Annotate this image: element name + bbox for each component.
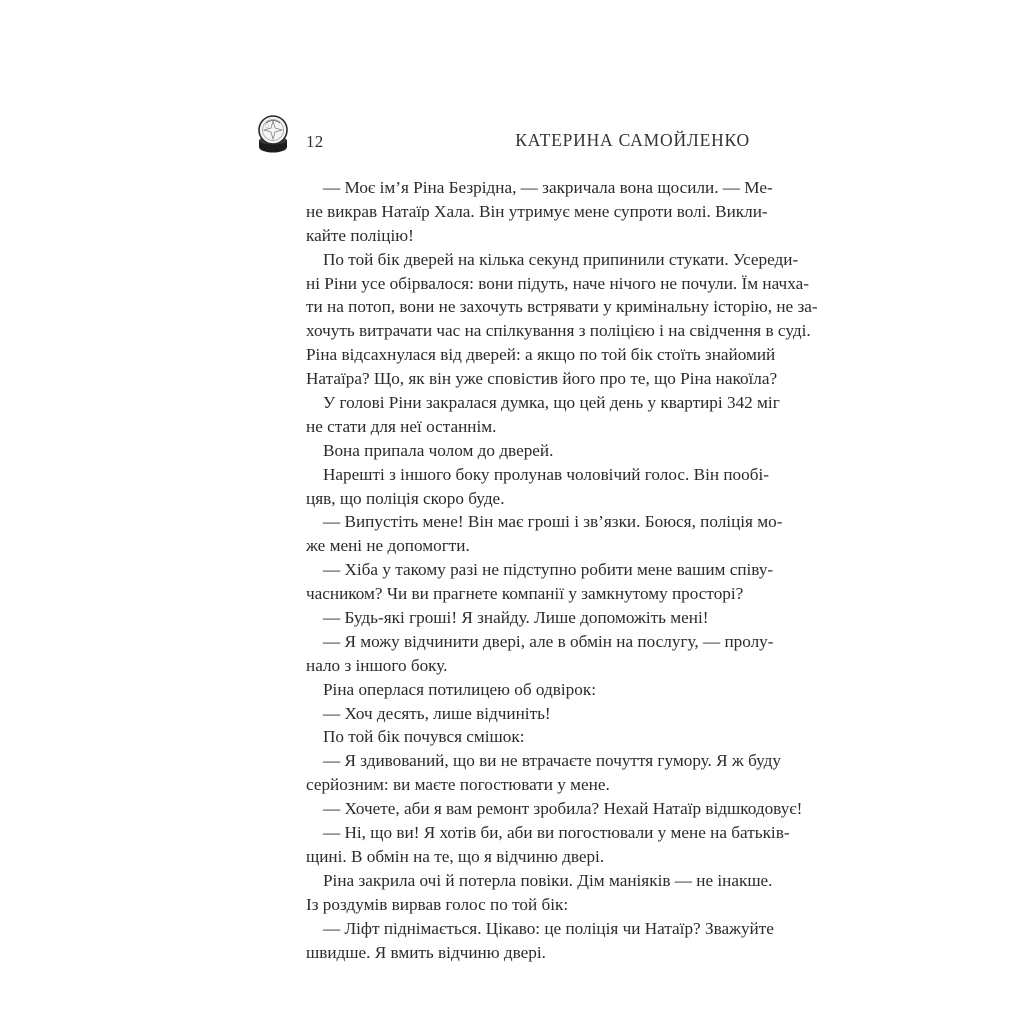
text-line: Нарешті з іншого боку пролунав чоловічий голос. Він пообі- [323, 464, 769, 484]
text-line: Ріна оперлася потилицею об одвірок: [323, 679, 596, 699]
text-line: — Випустіть мене! Він має гроші і зв’язки. Боюся, поліція мо- [323, 512, 783, 532]
running-head-author: КАТЕРИНА САМОЙЛЕНКО [515, 130, 750, 150]
text-line: Вона припала чолом до дверей. [323, 440, 554, 460]
text-line: — Моє ім’я Ріна Безрідна, — закричала вона щосили. — Ме- [323, 178, 773, 197]
text-line: хочуть витрачати час на спілкування з поліцією і на свідчення в суді. [306, 321, 811, 341]
text-line: кайте поліцію! [306, 225, 414, 245]
text-line: не стати для неї останнім. [306, 416, 497, 436]
text-line: щині. В обмін на те, що я відчиню двері. [306, 846, 605, 866]
text-line: — Хоч десять, лише відчиніть! [323, 703, 551, 723]
page-number: 12 [306, 132, 324, 151]
page-header [252, 112, 752, 162]
text-line: Ріна відсахнулася від дверей: а якщо по той бік стоїть знайомий [306, 345, 776, 365]
text-line: ти на потоп, вони не захочуть встрявати у кримінальну історію, не за- [306, 297, 818, 317]
text-line: — Будь-які гроші! Я знайду. Лише допоможіть мені! [323, 608, 709, 628]
text-line: По той бік почувся смішок: [323, 727, 525, 747]
text-line: не викрав Натаїр Хала. Він утримує мене супроти волі. Викли- [306, 201, 768, 221]
text-line: По той бік дверей на кілька секунд припинили стукати. Усереди- [323, 249, 799, 269]
text-line: — Я можу відчинити двері, але в обмін на послугу, — пролу- [323, 631, 774, 651]
text-line: цяв, що поліція скоро буде. [306, 488, 505, 508]
text-line: швидше. Я вмить відчиню двері. [306, 942, 546, 962]
text-line: Ріна закрила очі й потерла повіки. Дім маніяків — не інакше. [323, 870, 773, 890]
body-text [306, 176, 818, 964]
text-line: — Ліфт піднімається. Цікаво: це поліція чи Натаїр? Зважуйте [323, 918, 774, 938]
text-line: У голові Ріни закралася думка, що цей день у квартирі 342 міг [323, 393, 780, 413]
text-line: серйозним: ви маєте погостювати у мене. [306, 775, 610, 795]
text-line: — Хочете, аби я вам ремонт зробила? Нехай Натаїр відшкодовує! [323, 799, 803, 819]
text-line: — Ні, що ви! Я хотів би, аби ви погостювали у мене на батьків- [323, 823, 790, 843]
text-line: нало з іншого боку. [306, 655, 448, 675]
text-line: — Хіба у такому разі не підступно робити мене вашим співу- [323, 560, 774, 580]
text-line: часником? Чи ви прагнете компанії у замкнутому просторі? [306, 584, 744, 604]
text-line: Натаїра? Що, як він уже сповістив його про те, що Ріна накоїла? [306, 369, 778, 389]
text-line: — Я здивований, що ви не втрачаєте почуття гумору. Я ж буду [323, 751, 782, 771]
text-line: Із роздумів вирвав голос по той бік: [306, 894, 569, 914]
crystal-ball-icon [255, 114, 291, 154]
text-line: же мені не допомогти. [306, 536, 470, 556]
text-line: ні Ріни усе обірвалося: вони підуть, наче нічого не почули. Їм начха- [306, 273, 809, 293]
